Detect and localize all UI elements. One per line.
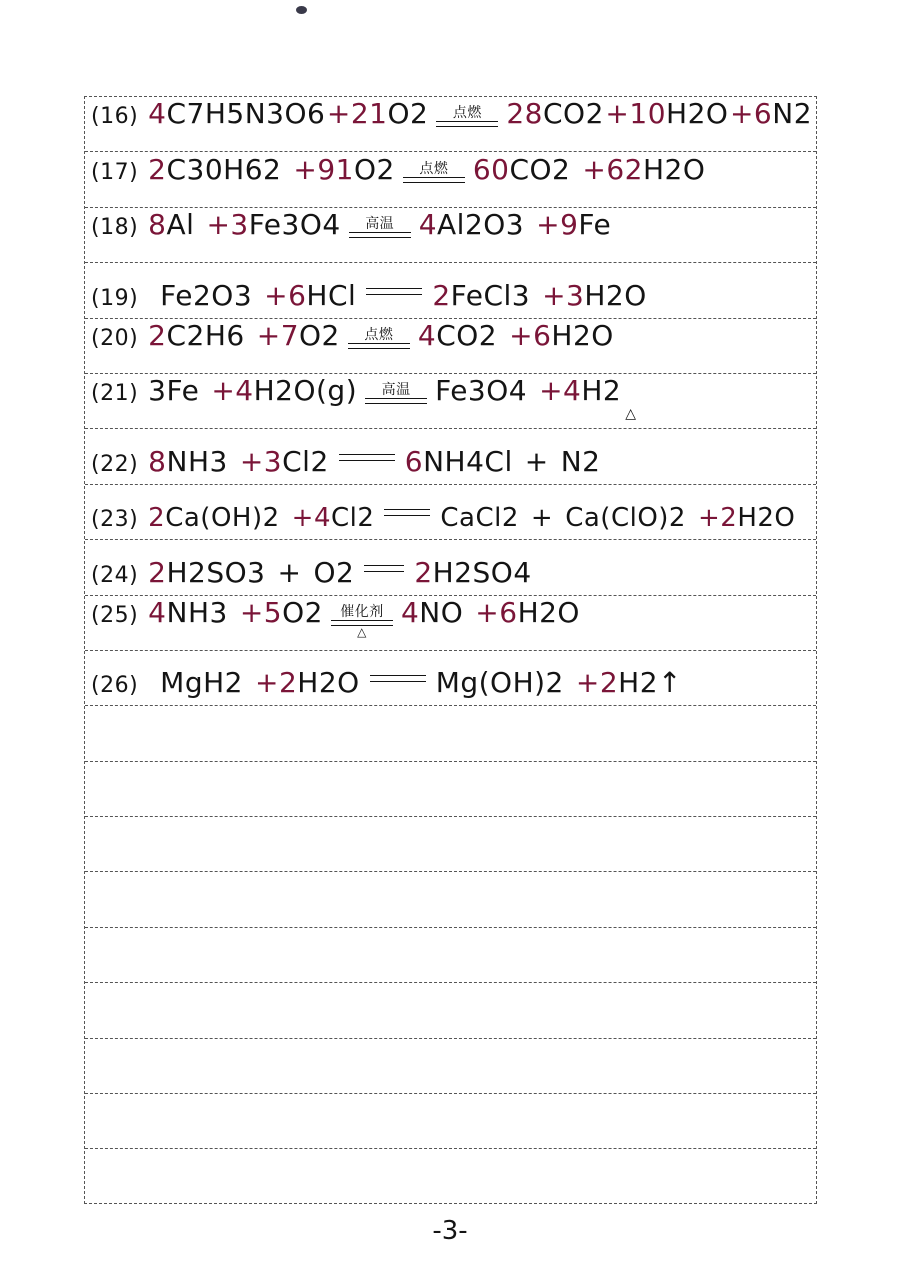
equation-number: (23) [91,507,139,533]
coefficient: 8 [148,208,167,242]
equation-row-23 [85,485,816,540]
formula: Cl2 [282,444,329,478]
condition-above: 高温 [381,382,411,399]
equation-number: (22) [91,451,139,477]
coefficient: 2 [148,503,166,534]
equals-sign [364,565,404,572]
formula: H2SO3 [166,555,266,589]
coefficient: +3 [206,208,249,242]
coefficient: 2 [148,318,167,352]
formula: H2O [551,318,614,352]
formula: CaCl2 [440,503,519,534]
coefficient: 4 [148,595,167,629]
ink-speck [296,6,307,14]
equals-sign [403,177,465,183]
coefficient: 2 [148,152,167,186]
formula: H2↑ [618,666,682,700]
formula: H2O [517,595,580,629]
formula: NO [419,595,464,629]
equals-sign [370,675,426,682]
empty-row [85,817,816,872]
formula: N2 [560,444,601,478]
formula: MgH2 [160,666,243,700]
condition-above: 催化剂 [340,603,384,620]
formula: C7H5N3O6 [166,97,326,131]
reaction-condition [349,216,411,250]
coefficient: 4 [148,97,167,131]
empty-row [85,872,816,927]
coefficient: +10 [605,97,667,131]
formula: Al2O3 [437,208,525,242]
equals-sign [436,121,498,127]
formula: O2 [313,555,355,589]
equation-number: (26) [91,673,139,699]
formula: Fe [166,374,200,408]
equation-number: (18) [91,215,139,241]
equals-sign [339,454,395,461]
equation-row-25 [85,596,816,651]
formula: NH3 [166,595,228,629]
coefficient: 2 [432,278,451,312]
reaction-condition [436,105,498,139]
formula: H2O [584,278,647,312]
equation-row-16 [85,97,816,152]
formula: O2 [387,97,429,131]
coefficient: 4 [417,318,437,352]
formula: Fe3O4 [435,374,528,408]
equation-row-18 [85,208,816,263]
formula: C30H62 [166,152,282,186]
coefficient: +2 [575,666,619,700]
plus-sign: + [277,555,302,589]
formula: Fe3O4 [248,208,341,242]
empty-row [85,1094,816,1149]
equation-number: (25) [91,602,139,628]
coefficient: +6 [509,318,552,352]
reaction-condition [331,604,393,638]
equation-number: (17) [91,159,139,185]
condition-below: △ [357,624,367,639]
formula: H2O [737,503,796,534]
plus-sign: + [530,503,554,534]
lined-answer-sheet [84,96,817,1204]
formula: CO2 [509,152,571,186]
equation-number: (21) [91,381,139,407]
plus-sign: + [524,444,549,478]
equation-number: (16) [91,104,139,130]
equation-row-24 [85,540,816,595]
coefficient: 6 [404,444,424,478]
equation-row-17 [85,152,816,207]
empty-row [85,928,816,983]
empty-row [85,1039,816,1094]
formula: Fe2O3 [160,278,253,312]
coefficient: 3 [148,374,167,408]
coefficient: +91 [293,152,354,186]
formula: Ca(ClO)2 [565,503,686,534]
empty-row [85,706,816,761]
empty-row [85,1149,816,1204]
coefficient: 8 [148,444,167,478]
coefficient: +21 [326,97,388,131]
formula: HCl [306,278,357,312]
coefficient: +62 [582,152,643,186]
condition-above: 高温 [365,216,395,233]
equation-number: (24) [91,562,139,588]
coefficient: 2 [148,555,167,589]
coefficient: +4 [211,374,254,408]
formula: H2O [297,666,360,700]
condition-above: 点燃 [452,105,482,122]
equation-row-19 [85,263,816,318]
equals-sign [384,509,430,516]
equation-row-22 [85,429,816,484]
reaction-condition [403,161,465,195]
equation-number: (20) [91,325,139,351]
coefficient: +3 [239,444,283,478]
formula: CO2 [542,97,604,131]
condition-above: 点燃 [364,326,394,343]
coefficient: +2 [697,503,738,534]
coefficient: 60 [472,152,510,186]
condition-above: 点燃 [419,160,449,177]
coefficient: +6 [475,595,518,629]
empty-row [85,983,816,1038]
coefficient: +3 [542,278,585,312]
equals-sign [348,343,410,349]
empty-row [85,762,816,817]
coefficient: 28 [506,97,543,131]
coefficient: 2 [414,555,433,589]
equals-sign [365,398,427,404]
coefficient: +4 [291,503,331,534]
coefficient: +6 [264,278,307,312]
formula: CO2 [436,318,498,352]
equation-row-21 [85,374,816,429]
heat-triangle-mark: △ [625,406,637,423]
coefficient: +7 [256,318,300,352]
formula: O2 [299,318,340,352]
formula: NH3 [166,444,228,478]
formula: N2 [772,97,813,131]
formula: H2 [581,374,622,408]
equals-sign [349,232,411,238]
formula: NH4Cl [423,444,513,478]
coefficient: +6 [729,97,773,131]
formula: H2O [642,152,706,186]
formula: H2O(g) [253,374,358,408]
equation-row-26 [85,651,816,706]
formula: FeCl3 [450,278,531,312]
formula: Mg(OH)2 [435,666,564,700]
coefficient: 4 [400,595,420,629]
formula: Al [166,208,195,242]
equation-number: (19) [91,285,139,311]
formula: O2 [282,595,323,629]
equals-sign [366,288,422,295]
equation-row-20 [85,319,816,374]
formula: H2SO4 [432,555,532,589]
coefficient: 4 [418,208,438,242]
formula: Ca(OH)2 [165,503,280,534]
formula: H2O [666,97,729,131]
coefficient: +9 [536,208,579,242]
formula: C2H6 [166,318,245,352]
reaction-condition [365,382,427,416]
coefficient: +5 [239,595,283,629]
coefficient: +2 [254,666,298,700]
formula: Fe [578,208,612,242]
formula: Cl2 [330,503,375,534]
page-number: -3- [432,1216,468,1246]
coefficient: +4 [539,374,582,408]
formula: O2 [353,152,395,186]
reaction-condition [348,327,410,361]
